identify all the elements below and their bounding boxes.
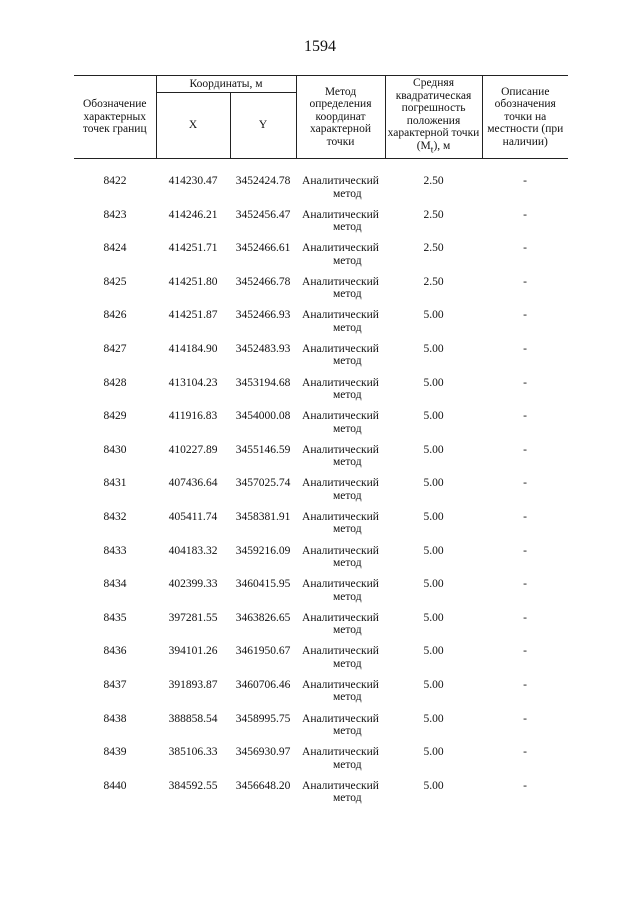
cell-x: 414251.87 xyxy=(168,309,218,322)
table-row xyxy=(74,511,568,545)
method-line-2: метод xyxy=(333,792,362,805)
cell-method xyxy=(296,377,385,411)
cell-y: 3463826.65 xyxy=(235,611,291,624)
cell-error: 5.00 xyxy=(423,578,444,591)
page-number: 1594 xyxy=(304,38,336,55)
method-line-2: метод xyxy=(333,254,362,267)
table-row xyxy=(74,377,568,411)
cell-method xyxy=(296,410,385,444)
cell-point: 8430 xyxy=(103,443,127,456)
cell-description: - xyxy=(523,208,527,221)
cell-point: 8434 xyxy=(103,578,127,591)
cell-error: 5.00 xyxy=(423,544,444,557)
cell-error: 2.50 xyxy=(423,175,444,187)
cell-point: 8425 xyxy=(103,275,127,288)
method-line-2: метод xyxy=(333,590,362,603)
cell-method xyxy=(296,612,385,646)
cell-point: 8428 xyxy=(103,376,127,389)
cell-y: 3452466.61 xyxy=(235,242,291,255)
cell-x: 402399.33 xyxy=(168,578,218,591)
cell-x: 384592.55 xyxy=(168,779,218,792)
cell-y: 3458995.75 xyxy=(235,712,291,725)
cell-point: 8424 xyxy=(103,242,127,255)
cell-x: 404183.32 xyxy=(168,544,218,557)
method-line-2: метод xyxy=(333,221,362,234)
cell-x: 397281.55 xyxy=(168,611,218,624)
cell-description: - xyxy=(523,578,527,591)
cell-method xyxy=(296,477,385,511)
cell-description: - xyxy=(523,746,527,759)
method-line-2: метод xyxy=(333,422,362,435)
cell-method xyxy=(296,175,385,209)
method-line-1: Аналитический xyxy=(302,611,379,624)
cell-x: 414251.80 xyxy=(168,275,218,288)
cell-description: - xyxy=(523,510,527,523)
cell-point: 8437 xyxy=(103,678,127,691)
method-line-2: метод xyxy=(333,355,362,368)
cell-method xyxy=(296,209,385,243)
table-row xyxy=(74,175,568,209)
method-line-1: Аналитический xyxy=(302,242,379,255)
cell-error: 5.00 xyxy=(423,477,444,490)
cell-error: 5.00 xyxy=(423,678,444,691)
cell-description: - xyxy=(523,712,527,725)
cell-description: - xyxy=(523,342,527,355)
cell-x: 388858.54 xyxy=(168,712,218,725)
method-line-1: Аналитический xyxy=(302,175,379,187)
cell-y: 3452466.78 xyxy=(235,275,291,288)
cell-error: 5.00 xyxy=(423,376,444,389)
header-error-sub: t xyxy=(430,144,434,156)
cell-y: 3456930.97 xyxy=(235,746,291,759)
table-row xyxy=(74,343,568,377)
cell-method xyxy=(296,276,385,310)
cell-description: - xyxy=(523,275,527,288)
cell-y: 3452466.93 xyxy=(235,309,291,322)
cell-y: 3460706.46 xyxy=(235,678,291,691)
method-line-2: метод xyxy=(333,489,362,502)
header-coordinates: Координаты, м xyxy=(156,76,296,93)
cell-error: 5.00 xyxy=(423,611,444,624)
cell-description: - xyxy=(523,779,527,792)
cell-point: 8440 xyxy=(103,779,127,792)
cell-y: 3454000.08 xyxy=(235,410,291,423)
cell-x: 411916.83 xyxy=(168,410,218,423)
method-line-1: Аналитический xyxy=(302,443,379,456)
cell-method xyxy=(296,578,385,612)
method-line-1: Аналитический xyxy=(302,477,379,490)
table-row xyxy=(74,780,568,814)
cell-x: 410227.89 xyxy=(168,443,218,456)
table-row xyxy=(74,477,568,511)
cell-description: - xyxy=(523,544,527,557)
method-line-2: метод xyxy=(333,758,362,771)
table-row xyxy=(74,746,568,780)
header-y: Y xyxy=(230,93,296,159)
table-row xyxy=(74,209,568,243)
table-row xyxy=(74,309,568,343)
cell-method xyxy=(296,545,385,579)
cell-point: 8429 xyxy=(103,410,127,423)
cell-point: 8438 xyxy=(103,712,127,725)
header-error xyxy=(385,76,482,159)
cell-error: 5.00 xyxy=(423,645,444,658)
cell-error: 5.00 xyxy=(423,309,444,322)
table-row xyxy=(74,612,568,646)
method-line-1: Аналитический xyxy=(302,510,379,523)
cell-description: - xyxy=(523,645,527,658)
cell-point: 8423 xyxy=(103,208,127,221)
cell-method xyxy=(296,645,385,679)
method-line-1: Аналитический xyxy=(302,712,379,725)
cell-point: 8427 xyxy=(103,342,127,355)
cell-method xyxy=(296,511,385,545)
cell-y: 3461950.67 xyxy=(235,645,291,658)
header-description: Описание обозначения точки на местности (при наличии) xyxy=(482,76,568,159)
table-row xyxy=(74,444,568,478)
cell-point: 8432 xyxy=(103,510,127,523)
header-x: X xyxy=(156,93,230,159)
cell-y: 3452456.47 xyxy=(235,208,291,221)
cell-description: - xyxy=(523,410,527,423)
table-row xyxy=(74,578,568,612)
table-row xyxy=(74,713,568,747)
cell-y: 3460415.95 xyxy=(235,578,291,591)
method-line-1: Аналитический xyxy=(302,275,379,288)
table-row xyxy=(74,645,568,679)
cell-y: 3458381.91 xyxy=(235,510,291,523)
cell-y: 3459216.09 xyxy=(235,544,291,557)
cell-point: 8436 xyxy=(103,645,127,658)
cell-description: - xyxy=(523,678,527,691)
header-error-tail: ), м xyxy=(433,139,451,152)
table-row xyxy=(74,545,568,579)
cell-y: 3453194.68 xyxy=(235,376,291,389)
cell-point: 8433 xyxy=(103,544,127,557)
cell-point: 8426 xyxy=(103,309,127,322)
cell-error: 5.00 xyxy=(423,342,444,355)
header-error-main: Средняя квадратическая погрешность положения характерной точки (M xyxy=(387,77,480,152)
table-row xyxy=(74,242,568,276)
method-line-2: метод xyxy=(333,187,362,200)
cell-description: - xyxy=(523,242,527,255)
cell-description: - xyxy=(523,175,527,187)
cell-error: 5.00 xyxy=(423,443,444,456)
cell-description: - xyxy=(523,309,527,322)
cell-description: - xyxy=(523,611,527,624)
method-line-2: метод xyxy=(333,456,362,469)
cell-x: 414230.47 xyxy=(168,175,218,187)
cell-x: 413104.23 xyxy=(168,376,218,389)
cell-error: 5.00 xyxy=(423,410,444,423)
cell-method xyxy=(296,746,385,780)
cell-method xyxy=(296,679,385,713)
cell-y: 3456648.20 xyxy=(235,779,291,792)
method-line-2: метод xyxy=(333,624,362,637)
cell-y: 3452424.78 xyxy=(235,175,291,187)
cell-error: 5.00 xyxy=(423,510,444,523)
cell-point: 8439 xyxy=(103,746,127,759)
method-line-1: Аналитический xyxy=(302,208,379,221)
cell-description: - xyxy=(523,376,527,389)
method-line-2: метод xyxy=(333,523,362,536)
method-line-2: метод xyxy=(333,389,362,402)
header-method: Метод определения координат характерной точки xyxy=(296,76,385,159)
cell-x: 414184.90 xyxy=(168,342,218,355)
table-body xyxy=(74,159,568,814)
method-line-2: метод xyxy=(333,288,362,301)
method-line-2: метод xyxy=(333,321,362,334)
method-line-1: Аналитический xyxy=(302,678,379,691)
cell-error: 2.50 xyxy=(423,275,444,288)
cell-x: 405411.74 xyxy=(168,510,218,523)
cell-x: 394101.26 xyxy=(168,645,218,658)
cell-error: 5.00 xyxy=(423,746,444,759)
cell-method xyxy=(296,343,385,377)
header-designation: Обозначение характерных точек границ xyxy=(74,76,156,159)
method-line-2: метод xyxy=(333,657,362,670)
cell-method xyxy=(296,309,385,343)
cell-x: 414251.71 xyxy=(168,242,218,255)
method-line-1: Аналитический xyxy=(302,410,379,423)
cell-y: 3455146.59 xyxy=(235,443,291,456)
cell-error: 5.00 xyxy=(423,779,444,792)
cell-method xyxy=(296,713,385,747)
method-line-1: Аналитический xyxy=(302,342,379,355)
method-line-2: метод xyxy=(333,557,362,570)
method-line-1: Аналитический xyxy=(302,376,379,389)
cell-error: 2.50 xyxy=(423,242,444,255)
table-row xyxy=(74,679,568,713)
table-row xyxy=(74,410,568,444)
method-line-2: метод xyxy=(333,725,362,737)
method-line-1: Аналитический xyxy=(302,309,379,322)
method-line-1: Аналитический xyxy=(302,779,379,792)
cell-y: 3452483.93 xyxy=(235,342,291,355)
cell-point: 8431 xyxy=(103,477,127,490)
table-header xyxy=(74,76,568,159)
cell-description: - xyxy=(523,443,527,456)
cell-x: 391893.87 xyxy=(168,678,218,691)
cell-x: 385106.33 xyxy=(168,746,218,759)
method-line-1: Аналитический xyxy=(302,578,379,591)
cell-point: 8422 xyxy=(103,175,127,187)
cell-method xyxy=(296,780,385,814)
coordinates-table xyxy=(74,75,568,813)
cell-description: - xyxy=(523,477,527,490)
cell-error: 5.00 xyxy=(423,712,444,725)
method-line-1: Аналитический xyxy=(302,746,379,759)
cell-error: 2.50 xyxy=(423,208,444,221)
method-line-1: Аналитический xyxy=(302,544,379,557)
method-line-1: Аналитический xyxy=(302,645,379,658)
cell-x: 407436.64 xyxy=(168,477,218,490)
cell-x: 414246.21 xyxy=(168,208,218,221)
cell-y: 3457025.74 xyxy=(235,477,291,490)
table-row xyxy=(74,276,568,310)
cell-method xyxy=(296,444,385,478)
method-line-2: метод xyxy=(333,691,362,704)
cell-point: 8435 xyxy=(103,611,127,624)
cell-method xyxy=(296,242,385,276)
